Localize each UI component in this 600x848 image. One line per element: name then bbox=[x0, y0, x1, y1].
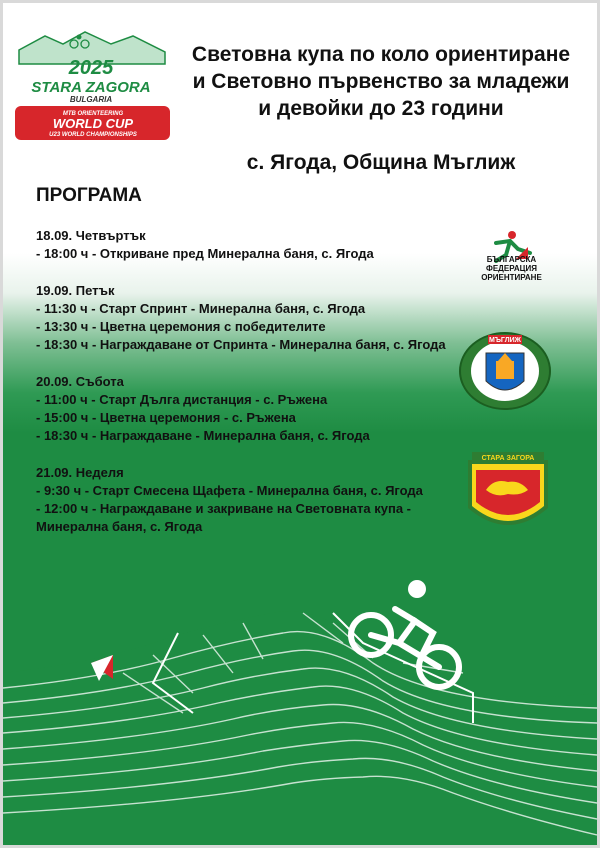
day-title: 20.09. Събота bbox=[36, 374, 124, 389]
muglizh-label: МЪГЛИЖ bbox=[489, 337, 521, 344]
event-time: - 11:30 ч bbox=[36, 301, 88, 316]
poster bbox=[3, 3, 597, 845]
event-time: - 18:00 ч bbox=[36, 246, 89, 261]
federation-line: ОРИЕНТИРАНЕ bbox=[481, 273, 542, 282]
hills-illustration bbox=[3, 563, 597, 845]
venue: с. Ягода, Община Мъглиж bbox=[246, 151, 516, 174]
logo-year: 2025 bbox=[68, 57, 114, 79]
event-time: - 13:30 ч bbox=[36, 319, 89, 334]
stara-zagora-label: СТАРА ЗАГОРА bbox=[481, 455, 535, 462]
muglizh-crest bbox=[458, 331, 552, 411]
event-text: - Старт Спринт - Минерална баня, с. Ягода bbox=[87, 301, 366, 316]
logo-line2: WORLD CUP bbox=[52, 116, 134, 131]
event-text: - Награждаване и закриване на Световната купа - Минерална баня, с. Ягода bbox=[36, 501, 412, 534]
event-line bbox=[36, 336, 456, 354]
event-text: - Награждаване - Минерална баня, с. Ягода bbox=[88, 428, 370, 443]
event-text: - Цветна церемония - с. Ръжена bbox=[88, 410, 296, 425]
event-logo bbox=[15, 30, 170, 142]
day-title: 18.09. Четвъртък bbox=[36, 228, 146, 243]
event-line bbox=[36, 409, 456, 427]
day-block bbox=[36, 373, 456, 445]
event-line bbox=[36, 318, 456, 336]
event-time: - 15:00 ч bbox=[36, 410, 89, 425]
day-block bbox=[36, 464, 456, 536]
federation-line: ФЕДЕРАЦИЯ bbox=[486, 264, 537, 273]
event-line bbox=[36, 300, 456, 318]
event-line bbox=[36, 427, 456, 445]
poster-title bbox=[171, 41, 591, 122]
event-time: - 9:30 ч bbox=[36, 483, 82, 498]
event-time: - 11:00 ч bbox=[36, 392, 88, 407]
day-block bbox=[36, 282, 456, 354]
title-line: Световна купа по коло ориентиране bbox=[191, 43, 571, 66]
event-line bbox=[36, 391, 456, 409]
title-line: и Световно първенство за младежи bbox=[192, 70, 570, 93]
day-block bbox=[36, 227, 456, 263]
logo-line1: MTB ORIENTEERING bbox=[62, 111, 124, 117]
stara-zagora-crest bbox=[464, 450, 552, 540]
schedule bbox=[36, 227, 456, 555]
event-line bbox=[36, 482, 456, 500]
event-text: - Откриване пред Минерална баня, с. Ягода bbox=[88, 246, 374, 261]
federation-name bbox=[464, 255, 559, 282]
event-line bbox=[36, 500, 456, 536]
logo-line3: U23 WORLD CHAMPIONSHIPS bbox=[49, 132, 137, 138]
event-time: - 18:30 ч bbox=[36, 337, 89, 352]
event-time: - 18:30 ч bbox=[36, 428, 89, 443]
logo-city: STARA ZAGORA bbox=[31, 79, 151, 96]
event-line bbox=[36, 245, 456, 263]
event-text: - Награждаване от Спринта - Минерална баня, с. Ягода bbox=[88, 337, 446, 352]
event-text: - Старт Смесена Щафета - Минерална баня, с. Ягода bbox=[81, 483, 423, 498]
federation-line: БЪЛГАРСКА bbox=[486, 255, 537, 264]
program-heading: ПРОГРАМА bbox=[36, 185, 142, 206]
logo-country: BULGARIA bbox=[69, 95, 113, 104]
day-title: 19.09. Петък bbox=[36, 283, 115, 298]
title-line: и девойки до 23 години bbox=[258, 97, 504, 120]
event-text: - Старт Дълга дистанция - с. Ръжена bbox=[87, 392, 328, 407]
event-text: - Цветна церемония с победителите bbox=[88, 319, 326, 334]
day-title: 21.09. Неделя bbox=[36, 465, 124, 480]
event-time: - 12:00 ч bbox=[36, 501, 89, 516]
